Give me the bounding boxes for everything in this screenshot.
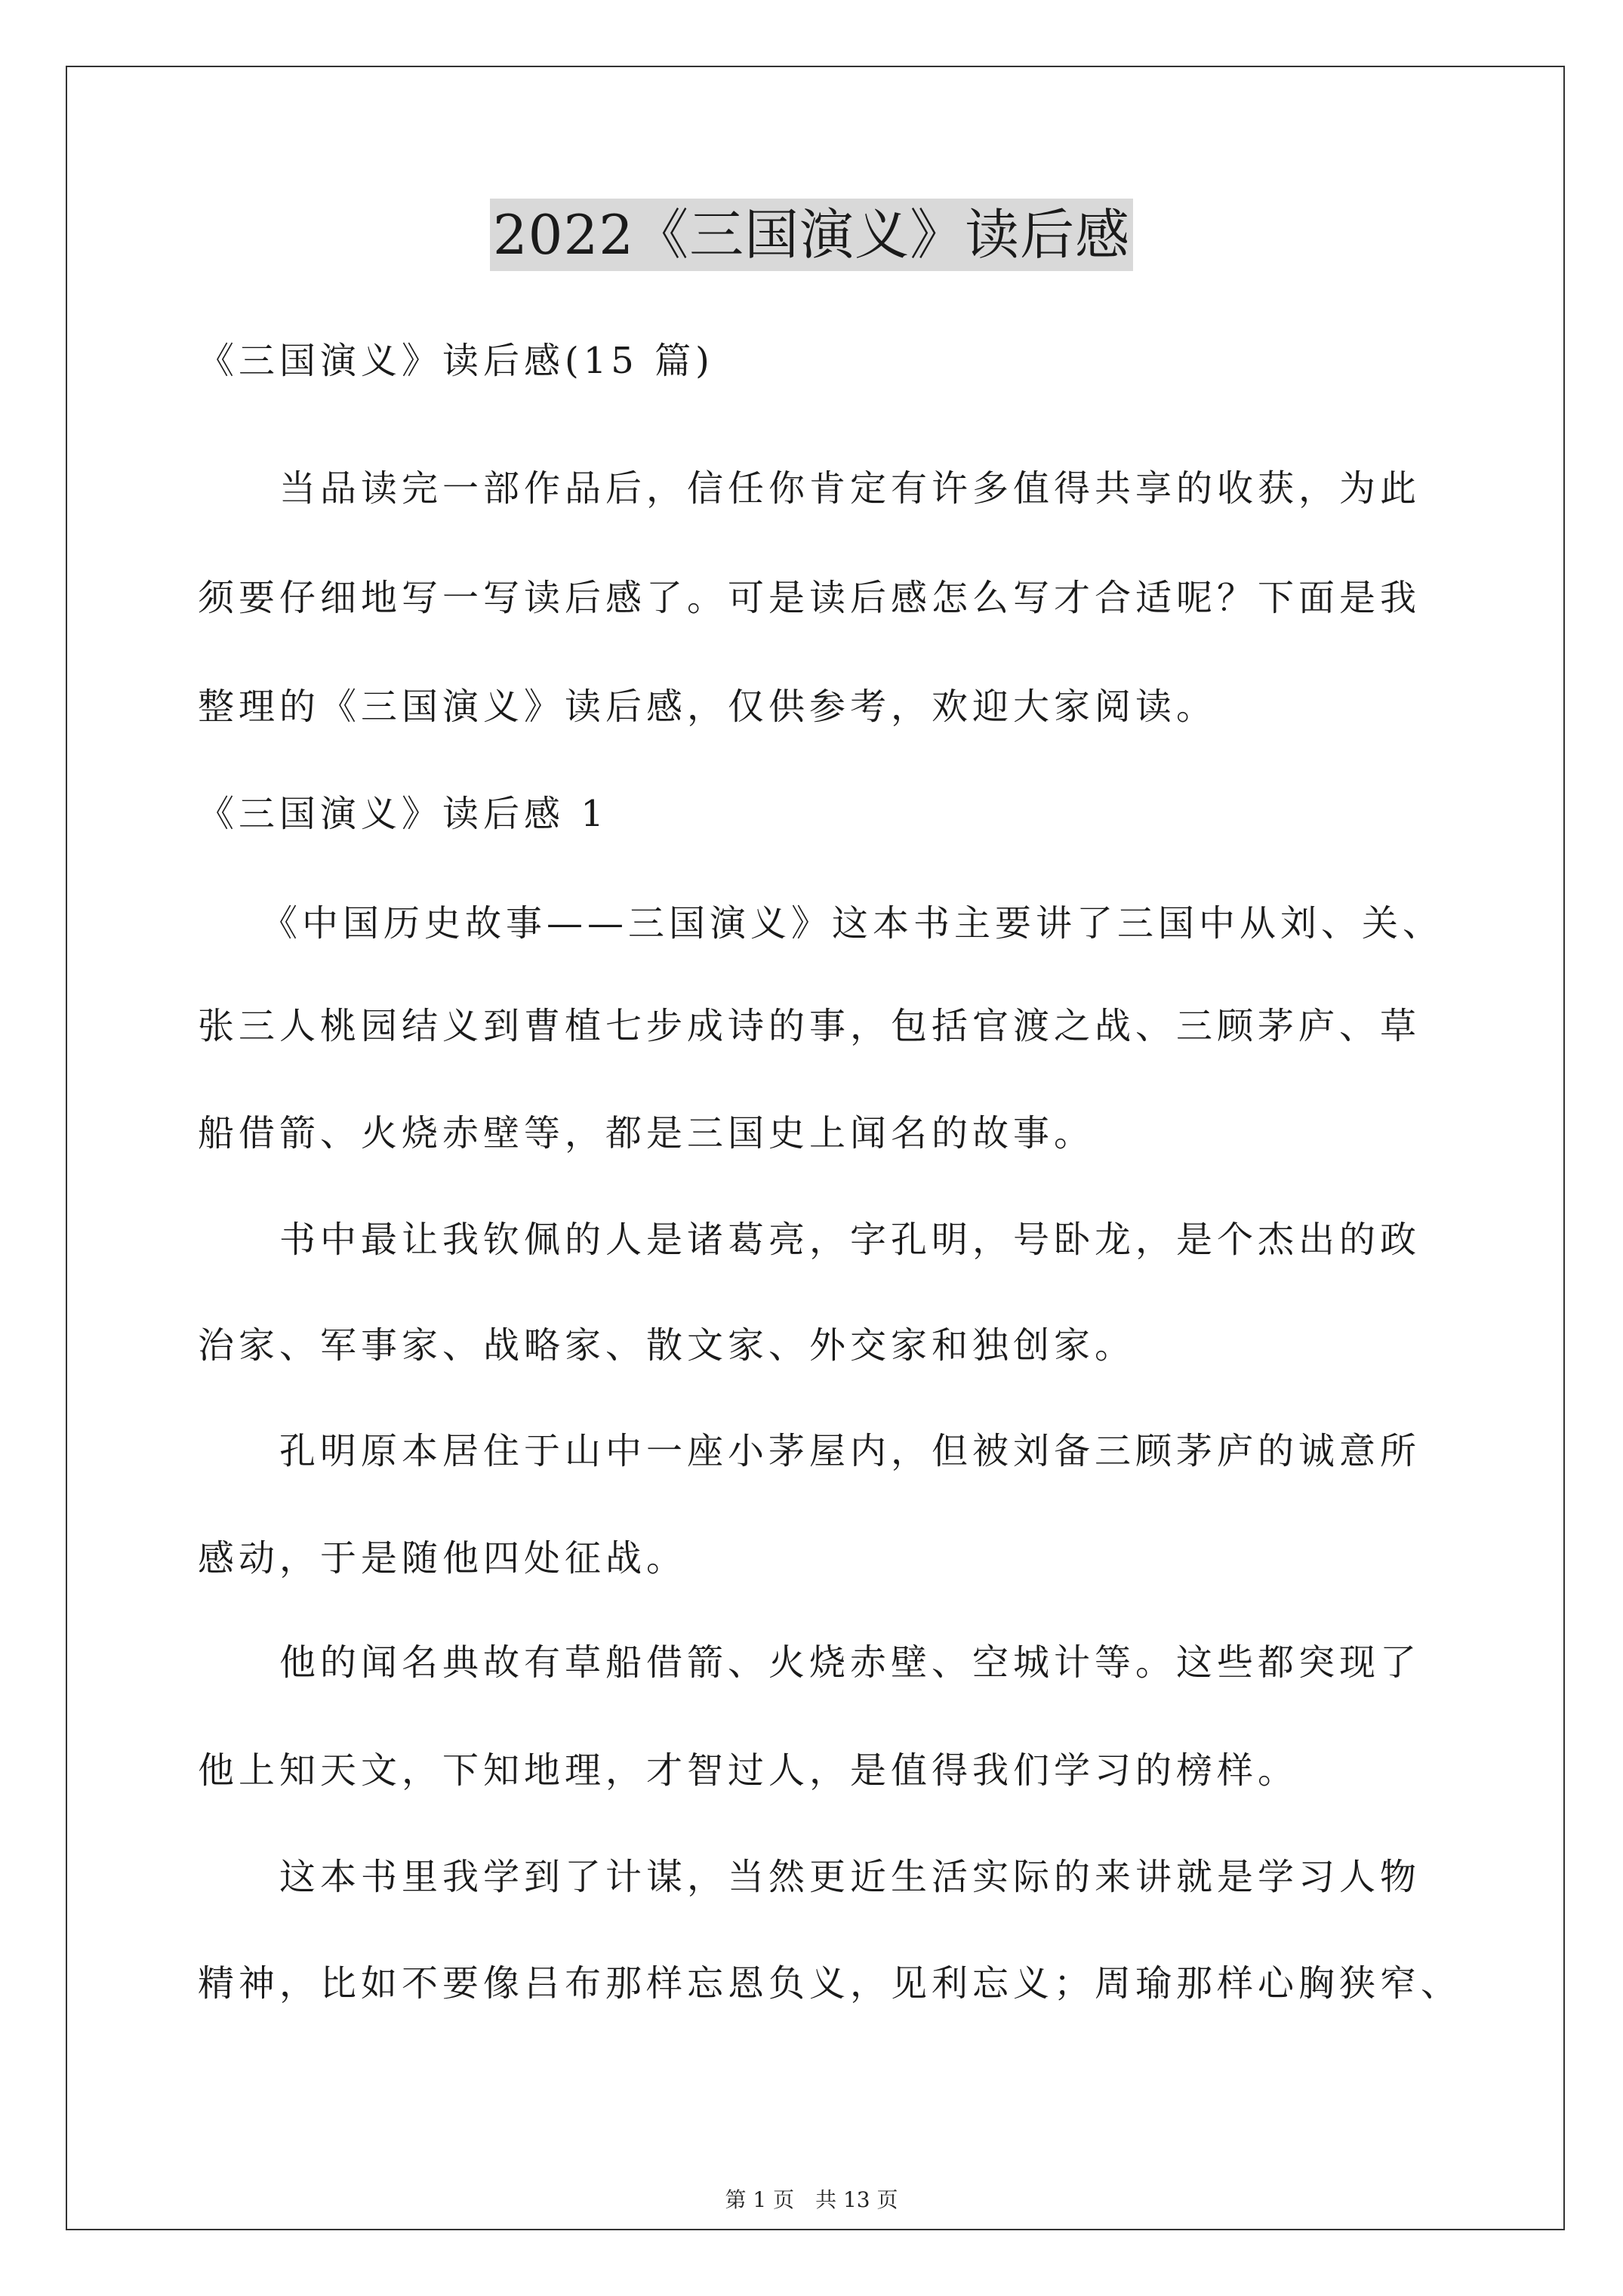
paragraph-line: 他上知天文，下知地理，才智过人，是值得我们学习的榜样。 [198,1749,1299,1792]
paragraph-line: 整理的《三国演义》读后感，仅供参考，欢迎大家阅读。 [198,686,1218,728]
section-heading: 《三国演义》读后感 1 [198,793,608,835]
paragraph-line: 这本书里我学到了计谋，当然更近生活实际的来讲就是学习人物 [198,1856,1421,1898]
paragraph-line: 《中国历史故事——三国演义》这本书主要讲了三国中从刘、关、 [198,902,1444,945]
paragraph-line: 张三人桃园结义到曹植七步成诗的事，包括官渡之战、三顾茅庐、草 [198,1005,1421,1047]
paragraph-line: 孔明原本居住于山中一座小茅屋内，但被刘备三顾茅庐的诚意所 [198,1430,1421,1472]
paragraph-line: 感动，于是随他四处征战。 [198,1537,688,1579]
document-title: 2022《三国演义》读后感 [490,199,1133,271]
section-heading: 《三国演义》读后感(15 篇) [198,340,714,382]
paragraph-line: 须要仔细地写一写读后感了。可是读后感怎么写才合适呢？下面是我 [198,577,1421,619]
paragraph-line: 他的闻名典故有草船借箭、火烧赤壁、空城计等。这些都突现了 [198,1641,1421,1684]
title-container [0,199,1623,271]
paragraph-line: 书中最让我钦佩的人是诸葛亮，字孔明，号卧龙，是个杰出的政 [198,1219,1421,1261]
page-footer: 第 1 页 共 13 页 [725,2187,898,2212]
paragraph-line: 精神，比如不要像吕布那样忘恩负义，见利忘义；周瑜那样心胸狭窄、 [198,1962,1462,2005]
paragraph-line: 当品读完一部作品后，信任你肯定有许多值得共享的收获，为此 [198,467,1421,510]
paragraph-line: 治家、军事家、战略家、散文家、外交家和独创家。 [198,1324,1136,1367]
paragraph-line: 船借箭、火烧赤壁等，都是三国史上闻名的故事。 [198,1112,1095,1154]
